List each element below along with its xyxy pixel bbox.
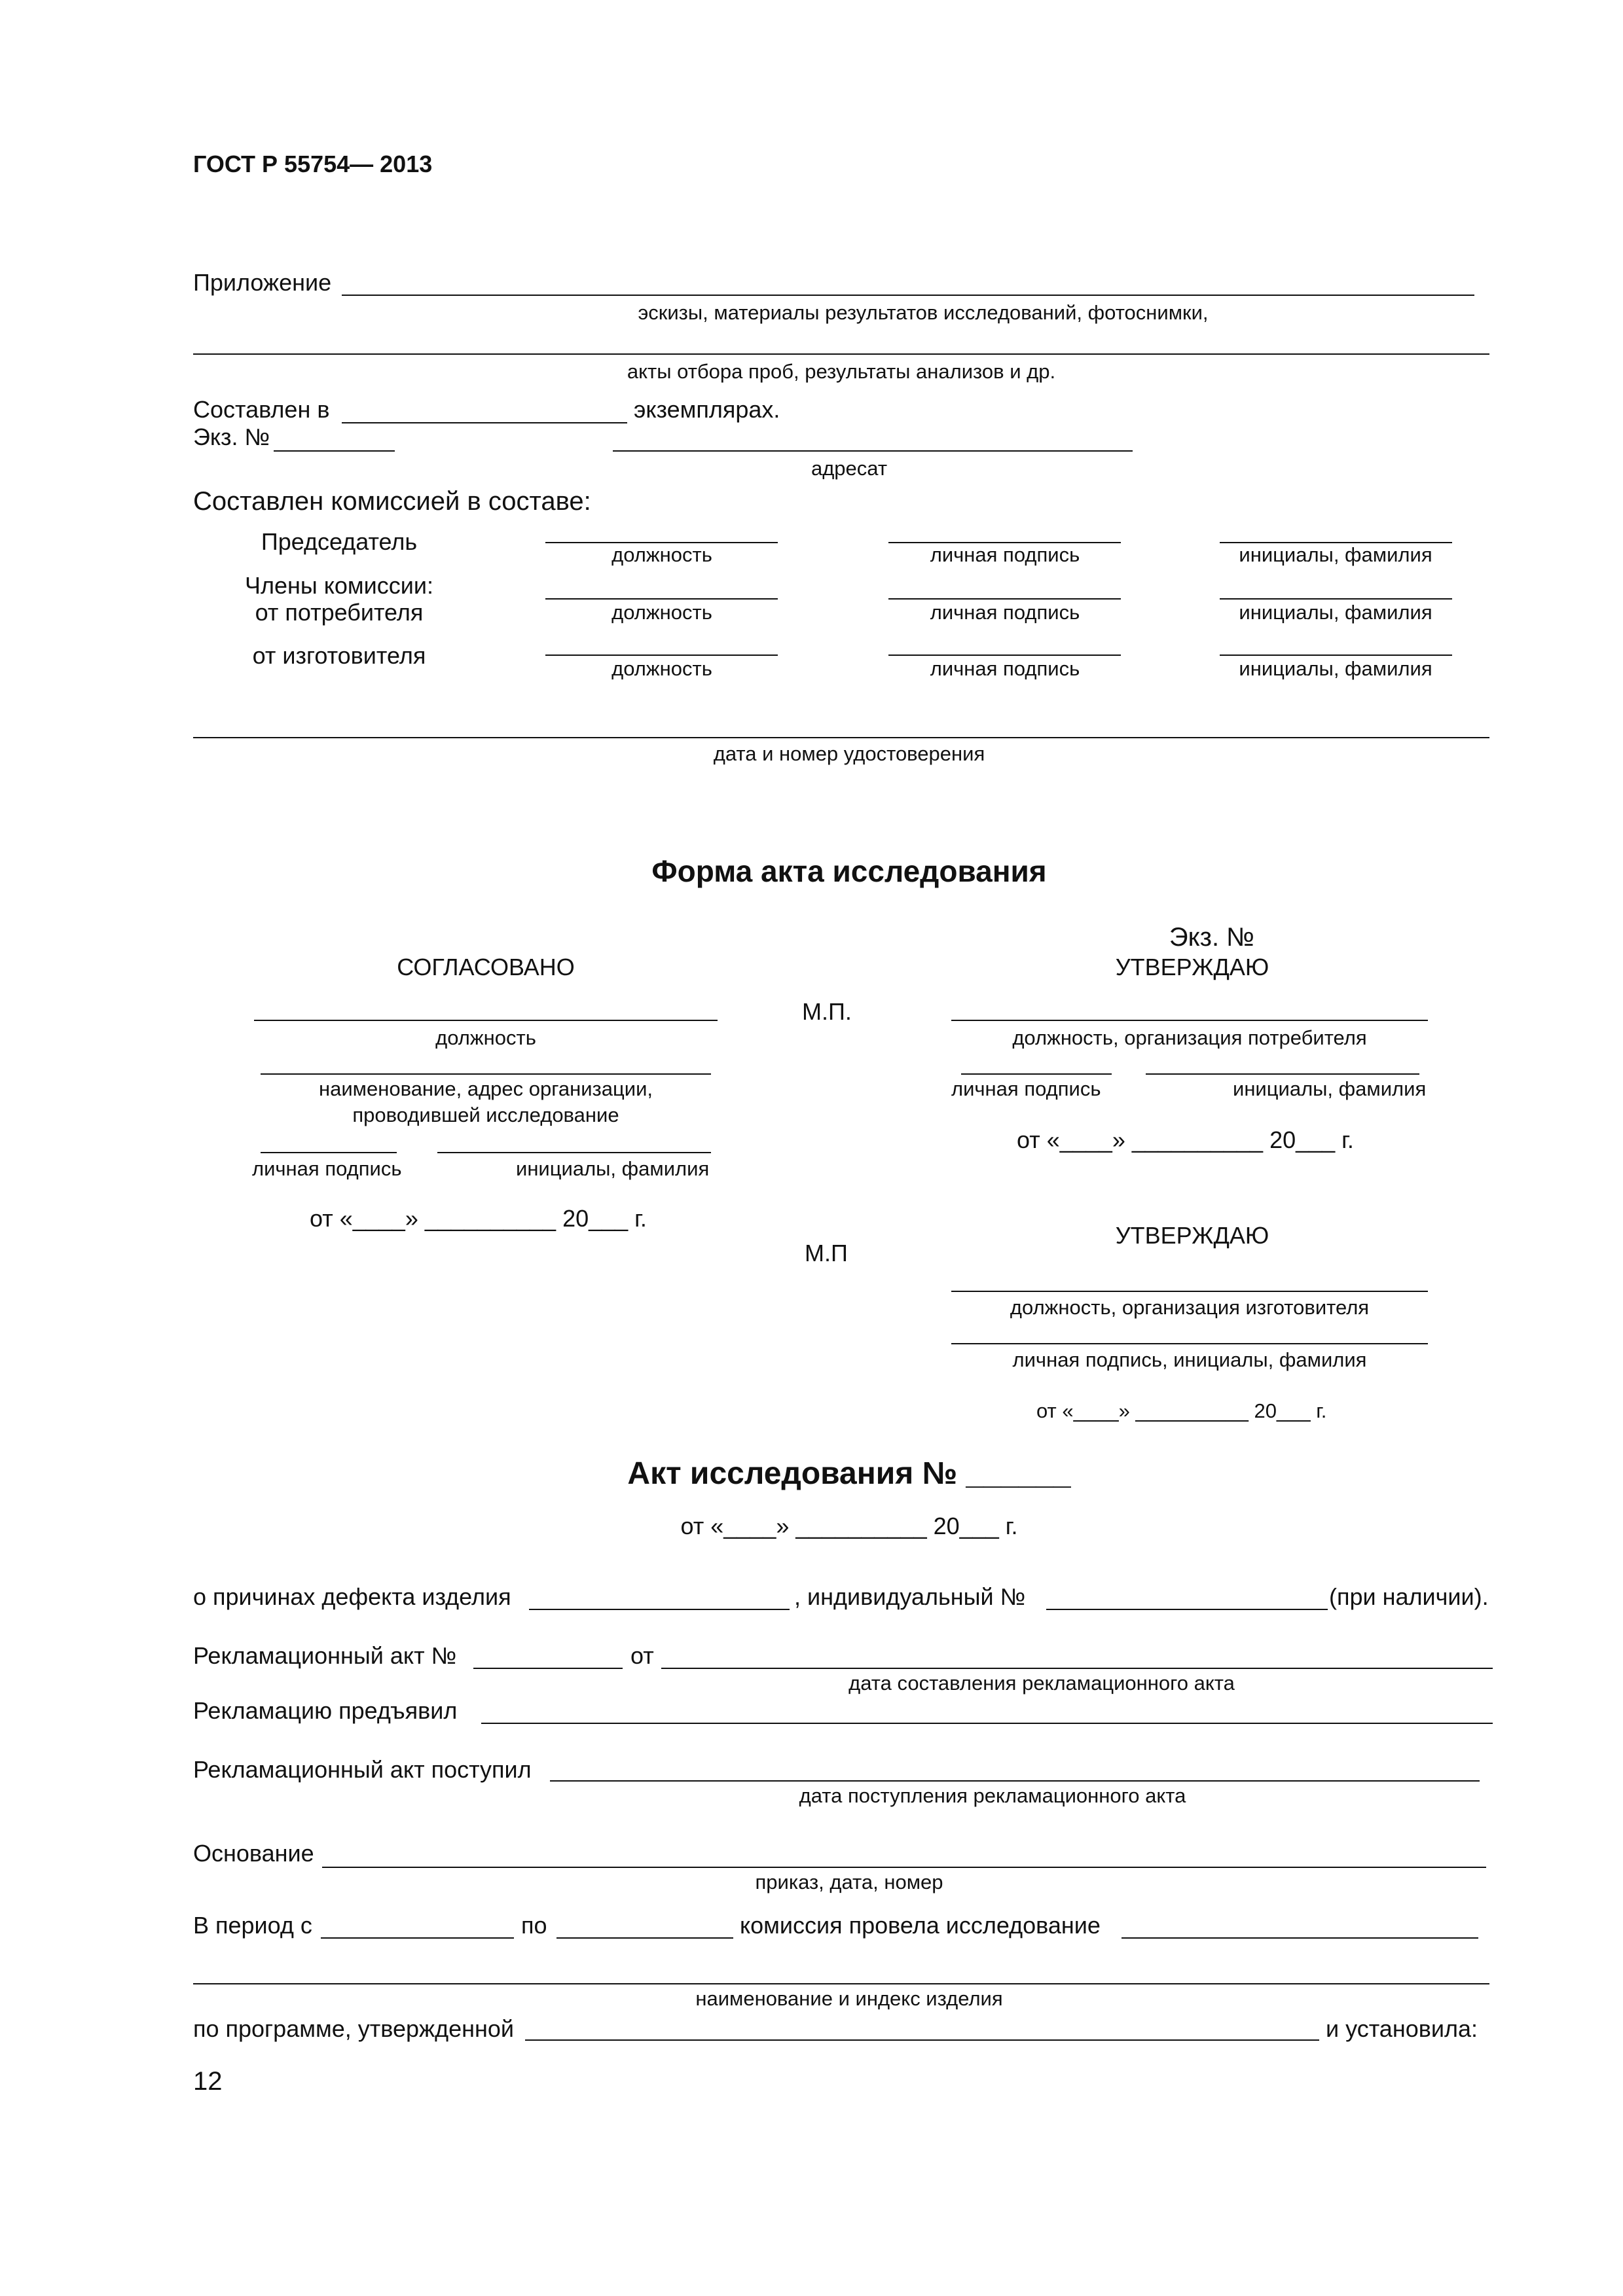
agreed-initials-line[interactable] [437, 1152, 711, 1153]
approve-manufacturer-position-line[interactable] [951, 1291, 1428, 1292]
form-title: Форма акта исследования [651, 854, 1047, 888]
product-line[interactable] [193, 1983, 1489, 1984]
period-text: комиссия провела исследование [740, 1912, 1101, 1939]
approve-consumer-initials-line[interactable] [1146, 1073, 1419, 1075]
members-label: Члены комиссии: [244, 572, 434, 599]
consumer-signature-hint: личная подпись [930, 601, 1080, 624]
chairman-signature-hint: личная подпись [930, 543, 1080, 566]
agreed-heading: СОГЛАСОВАНО [397, 954, 575, 980]
copies-prefix: Составлен в [193, 396, 330, 423]
claim-received-hint: дата поступления рекламационного акта [799, 1784, 1186, 1807]
agreed-org-line[interactable] [261, 1073, 711, 1075]
basis-label: Основание [193, 1840, 314, 1867]
approve-consumer-date-line[interactable]: от «____» __________ 20___ г. [1017, 1126, 1354, 1153]
manufacturer-position-hint: должность [611, 657, 712, 680]
copies-suffix: экземплярах. [634, 396, 780, 423]
manufacturer-initials-line[interactable] [1220, 655, 1452, 656]
appendix-hint-2: акты отбора проб, результаты анализов и др. [627, 360, 1056, 383]
period-from-label: В период с [193, 1912, 312, 1939]
defect-prefix: о причинах дефекта изделия [193, 1583, 511, 1610]
act-date-line[interactable]: от «____» __________ 20___ г. [680, 1513, 1018, 1539]
basis-line[interactable] [322, 1867, 1486, 1868]
product-hint: наименование и индекс изделия [695, 1987, 1003, 2010]
manufacturer-initials-hint: инициалы, фамилия [1239, 657, 1432, 680]
appendix-line-2[interactable] [193, 353, 1489, 355]
period-object-line[interactable] [1122, 1937, 1478, 1939]
consumer-position-line[interactable] [545, 598, 778, 600]
agreed-org-hint-2: проводившей исследование [352, 1103, 619, 1126]
period-start-line[interactable] [321, 1937, 514, 1939]
approve-consumer-signature-line[interactable] [961, 1073, 1112, 1075]
manufacturer-signature-line[interactable] [888, 655, 1121, 656]
chairman-position-hint: должность [611, 543, 712, 566]
stamp-mark-1: М.П. [802, 998, 852, 1025]
agreed-signature-hint: личная подпись [252, 1157, 402, 1180]
appendix-line-1[interactable] [342, 295, 1474, 296]
copies-count-line[interactable] [342, 422, 627, 423]
stamp-mark-2: М.П [805, 1240, 848, 1266]
certificate-hint: дата и номер удостоверения [713, 742, 985, 765]
claim-presented-line[interactable] [481, 1723, 1493, 1724]
period-to-label: по [521, 1912, 547, 1939]
approve-manufacturer-heading: УТВЕРЖДАЮ [1115, 1222, 1269, 1249]
approve-manufacturer-position-hint: должность, организация изготовителя [1010, 1296, 1370, 1319]
copy-number-right: Экз. № [1169, 923, 1255, 952]
agreed-org-hint-1: наименование, адрес организации, [318, 1077, 653, 1100]
appendix-label: Приложение [193, 269, 332, 296]
approve-manufacturer-signature-hint: личная подпись, инициалы, фамилия [1012, 1348, 1367, 1371]
document-code: ГОСТ Р 55754— 2013 [193, 151, 433, 177]
approve-consumer-position-hint: должность, организация потребителя [1012, 1026, 1367, 1049]
approve-consumer-heading: УТВЕРЖДАЮ [1115, 954, 1269, 980]
copy-number-label: Экз. № [193, 423, 270, 450]
approve-consumer-initials-hint: инициалы, фамилия [1233, 1077, 1427, 1100]
approve-manufacturer-date-line[interactable]: от «____» __________ 20___ г. [1036, 1399, 1327, 1422]
program-suffix: и установила: [1326, 2015, 1478, 2042]
claim-act-label: Рекламационный акт № [193, 1642, 457, 1669]
claim-act-number-line[interactable] [473, 1668, 623, 1669]
from-manufacturer-label: от изготовителя [252, 642, 426, 669]
defect-product-line[interactable] [529, 1609, 790, 1610]
approve-consumer-position-line[interactable] [951, 1020, 1428, 1021]
page-number: 12 [193, 2067, 223, 2096]
claim-date-line[interactable] [661, 1668, 1493, 1669]
program-line[interactable] [525, 2039, 1319, 2041]
chairman-label: Председатель [261, 528, 418, 555]
defect-individual-line[interactable] [1046, 1609, 1328, 1610]
approve-consumer-signature-hint: личная подпись [951, 1077, 1101, 1100]
copy-number-line[interactable] [274, 450, 395, 452]
addressee-hint: адресат [811, 457, 888, 480]
claim-from-label: от [630, 1642, 654, 1669]
manufacturer-position-line[interactable] [545, 655, 778, 656]
act-title: Акт исследования № ______ [627, 1456, 1071, 1491]
agreed-initials-hint: инициалы, фамилия [516, 1157, 710, 1180]
agreed-date-line[interactable]: от «____» __________ 20___ г. [310, 1205, 647, 1232]
agreed-position-hint: должность [435, 1026, 536, 1049]
appendix-hint-1: эскизы, материалы результатов исследований, фотоснимки, [638, 301, 1209, 324]
agreed-position-line[interactable] [254, 1020, 718, 1021]
consumer-initials-line[interactable] [1220, 598, 1452, 600]
approve-manufacturer-signature-line[interactable] [951, 1343, 1428, 1344]
claim-date-hint: дата составления рекламационного акта [848, 1672, 1235, 1695]
claim-presented-label: Рекламацию предъявил [193, 1697, 458, 1724]
from-consumer-label: от потребителя [255, 599, 424, 626]
program-prefix: по программе, утвержденной [193, 2015, 515, 2042]
addressee-line[interactable] [613, 450, 1133, 452]
period-end-line[interactable] [556, 1937, 733, 1939]
basis-hint: приказ, дата, номер [755, 1871, 943, 1893]
consumer-signature-line[interactable] [888, 598, 1121, 600]
commission-title: Составлен комиссией в составе: [193, 487, 591, 516]
certificate-line[interactable] [193, 737, 1489, 738]
chairman-initials-hint: инициалы, фамилия [1239, 543, 1432, 566]
consumer-initials-hint: инициалы, фамилия [1239, 601, 1432, 624]
claim-received-label: Рекламационный акт поступил [193, 1756, 532, 1783]
claim-received-line[interactable] [550, 1780, 1480, 1782]
defect-individual-label: , индивидуальный № [794, 1583, 1026, 1610]
agreed-signature-line[interactable] [261, 1152, 397, 1153]
manufacturer-signature-hint: личная подпись [930, 657, 1080, 680]
defect-suffix: (при наличии). [1329, 1583, 1489, 1610]
consumer-position-hint: должность [611, 601, 712, 624]
